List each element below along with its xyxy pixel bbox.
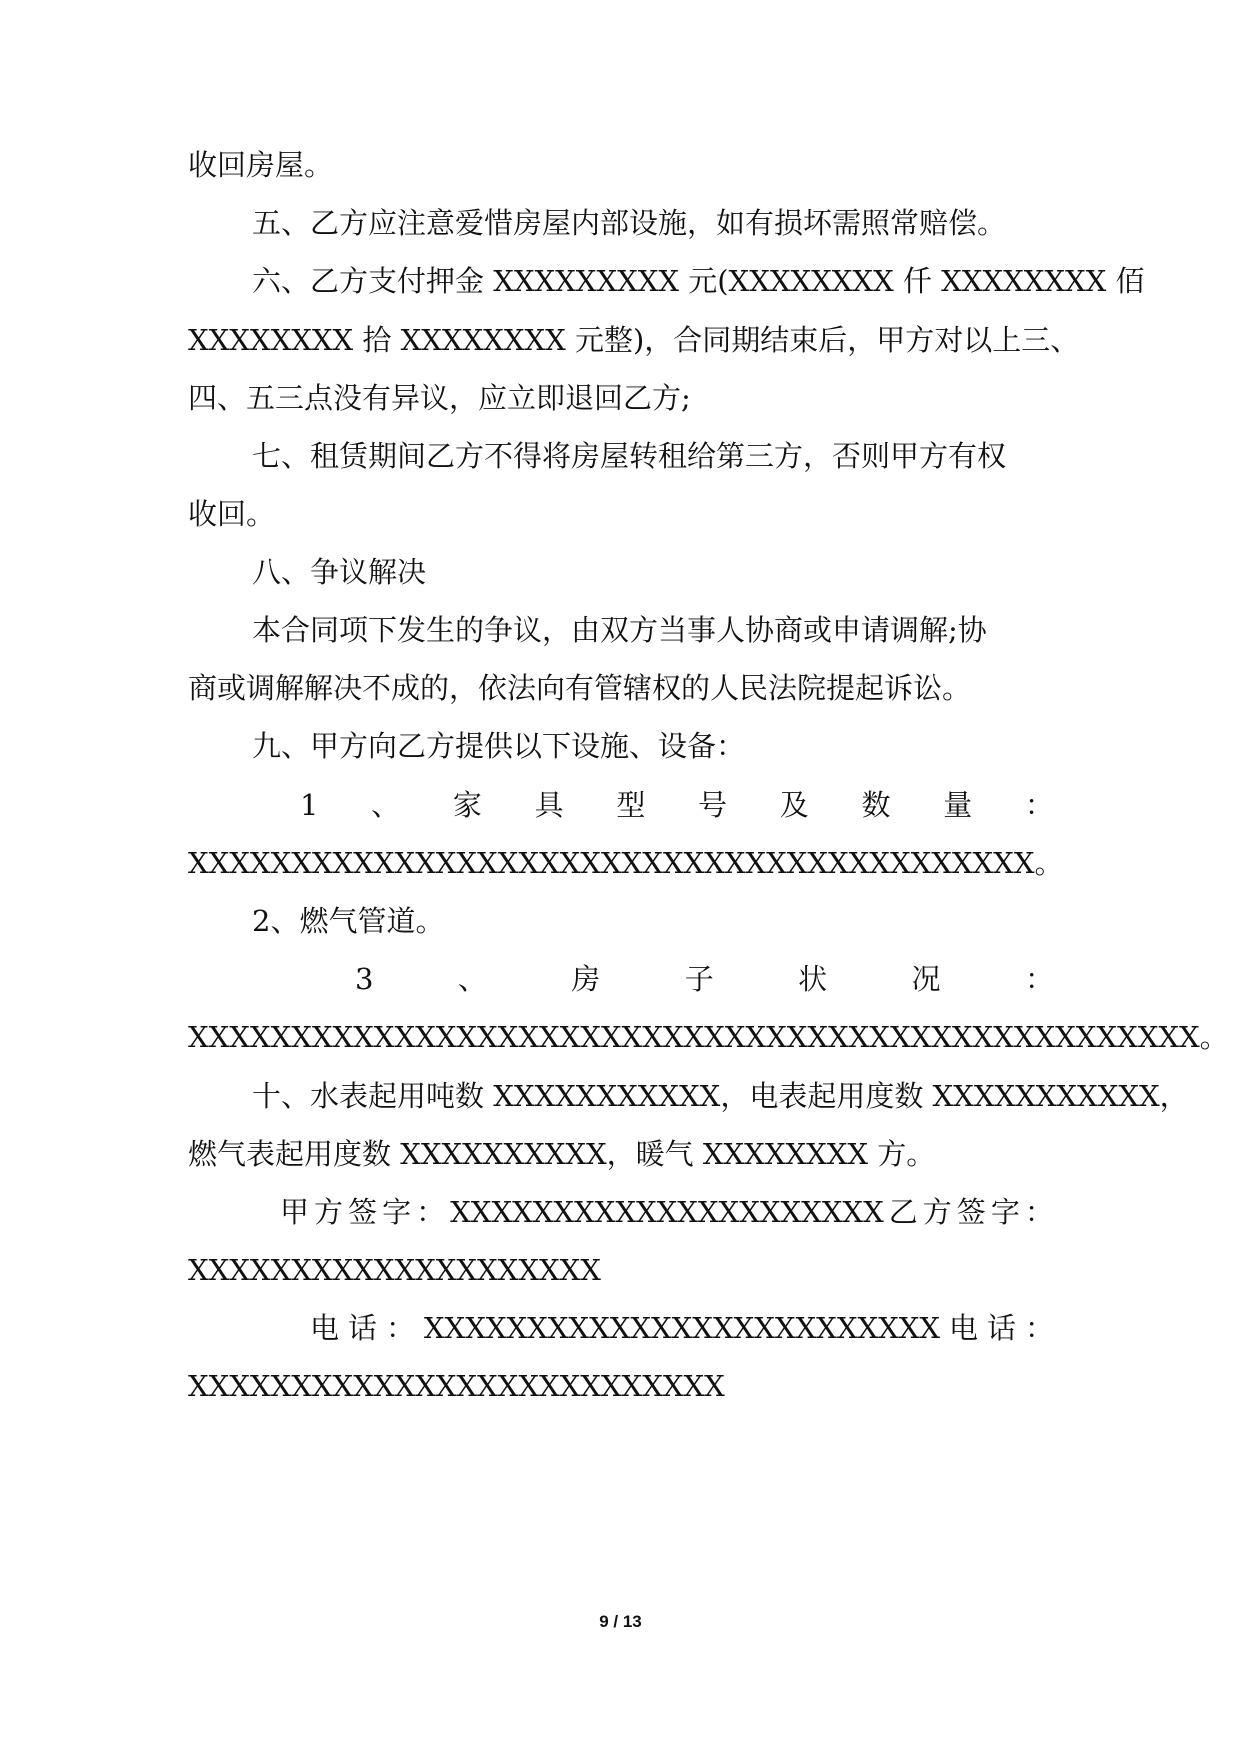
party-a-sign-char: ： [416,1195,446,1229]
furniture-char: 号 [698,788,728,822]
party-a-sign-char: 甲 [280,1195,310,1229]
clause-5: 五、乙方应注意爱惜房屋内部设施，如有损坏需照常赔偿。 [252,206,1007,240]
furniture-char: 量 [943,788,973,822]
house-char: 、 [457,962,487,996]
paragraph-line: 燃气表起用度数 XXXXXXXXXX，暖气 XXXXXXXX 方。 [188,1137,936,1171]
house-condition-value: XXXXXXXXXXXXXXXXXXXXXXXXXXXXXXXXXXXXXXXXXXXXXXXXX。 [188,1020,1229,1054]
party-a-phone-value: XXXXXXXXXXXXXXXXXXXXXXXXX [423,1311,941,1345]
house-condition-line [355,959,1054,999]
clause-10: 十、水表起用吨数 XXXXXXXXXXX，电表起用度数 XXXXXXXXXXX， [252,1079,1189,1113]
party-b-phone-char: 话 [986,1311,1016,1345]
party-b-sign-char: ： [1024,1195,1054,1229]
furniture-char: 具 [534,788,564,822]
party-a-signature-value: XXXXXXXXXXXXXXXXXXXXX [450,1195,884,1229]
furniture-char: 、 [371,788,401,822]
clause-6: 六、乙方支付押金 XXXXXXXXX 元(XXXXXXXX 仟 XXXXXXXX 佰 [252,264,1145,298]
house-char: 房 [571,962,601,996]
party-a-phone-char: 话 [347,1311,377,1345]
party-b-phone-value: XXXXXXXXXXXXXXXXXXXXXXXXXX [188,1369,725,1403]
phone-line [310,1308,1054,1348]
furniture-char: 及 [779,788,809,822]
house-char: 3 [355,962,374,996]
party-a-phone-char: 电 [310,1311,340,1345]
party-a-sign-char: 方 [314,1195,344,1229]
clause-7: 七、租赁期间乙方不得将房屋转租给第三方，否则甲方有权 [252,439,1007,473]
clause-9-heading: 九、甲方向乙方提供以下设施、设备： [252,729,746,763]
furniture-char: ： [1024,788,1054,822]
party-b-phone-char: 电 [949,1311,979,1345]
furniture-value: XXXXXXXXXXXXXXXXXXXXXXXXXXXXXXXXXXXXXXXXX。 [188,846,1064,880]
party-a-sign-char: 字 [382,1195,412,1229]
house-char: ： [1024,962,1054,996]
paragraph-line: 收回房屋。 [188,148,334,182]
furniture-item-line [300,785,1054,825]
page-number: 9 / 13 [599,1612,642,1631]
dispute-paragraph: 本合同项下发生的争议，由双方当事人协商或申请调解;协 [252,613,987,647]
party-a-phone-char: ： [385,1311,415,1345]
party-b-signature-value: XXXXXXXXXXXXXXXXXXXX [188,1253,601,1287]
paragraph-line: 商或调解解决不成的，依法向有管辖权的人民法院提起诉讼。 [188,671,972,705]
party-b-sign-char: 方 [922,1195,952,1229]
party-b-phone-char: ： [1024,1311,1054,1345]
furniture-char: 1 [300,788,319,822]
signature-line [280,1192,1054,1232]
furniture-char: 型 [616,788,646,822]
clause-8-heading: 八、争议解决 [252,555,427,589]
house-char: 况 [911,962,941,996]
gas-pipe-item: 2、燃气管道。 [252,904,445,938]
house-char: 子 [684,962,714,996]
paragraph-line: 收回。 [188,497,276,531]
furniture-char: 数 [861,788,891,822]
party-b-sign-char: 字 [990,1195,1020,1229]
paragraph-line: XXXXXXXX 拾 XXXXXXXX 元整)，合同期结束后，甲方对以上三、 [188,323,1080,357]
paragraph-line: 四、五三点没有异议，应立即退回乙方; [188,381,691,415]
party-b-sign-char: 签 [956,1195,986,1229]
furniture-char: 家 [452,788,482,822]
party-a-sign-char: 签 [348,1195,378,1229]
house-char: 状 [798,962,828,996]
party-b-sign-char: 乙 [888,1195,918,1229]
